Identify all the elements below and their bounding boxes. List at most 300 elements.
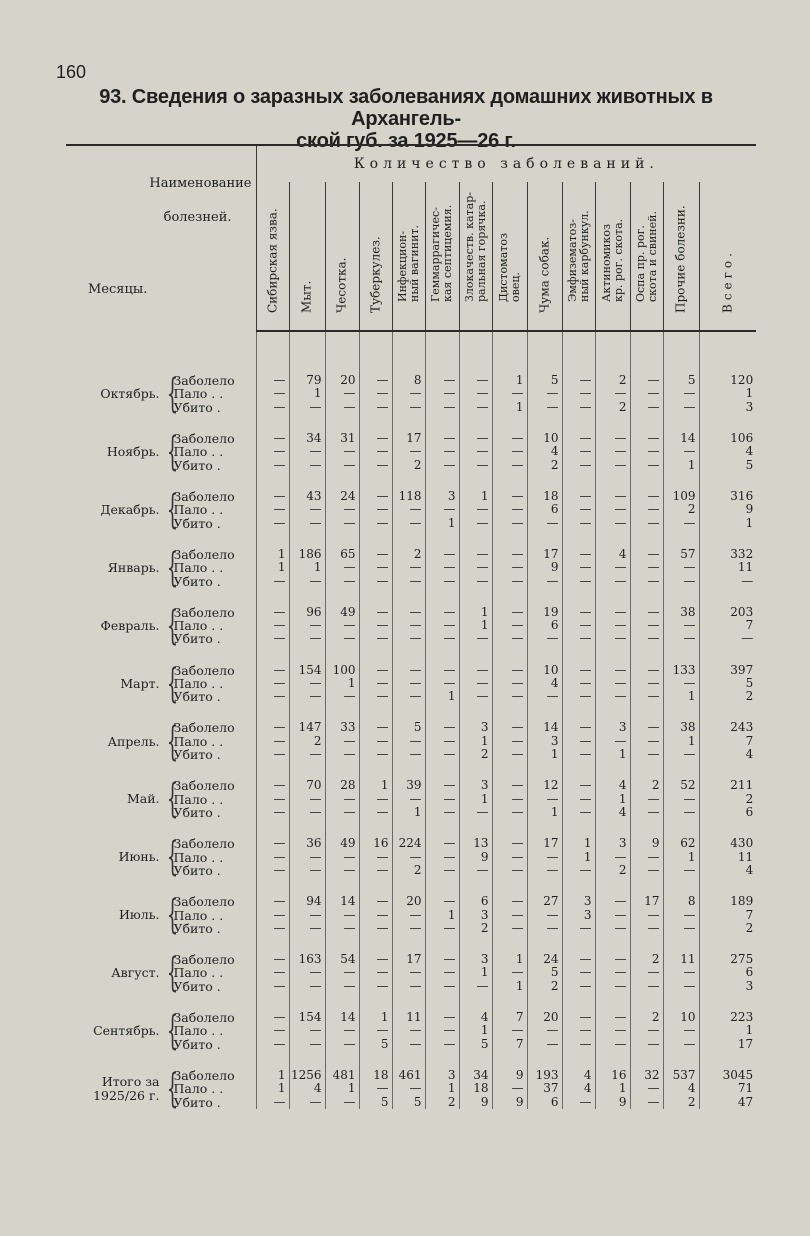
data-cell: — [595,490,630,503]
data-cell: 3 [595,837,630,850]
data-cell: — [359,632,392,645]
column-header [325,182,359,331]
column-header-line: Прочие болезни. [673,205,688,313]
gap-cell [459,646,492,664]
data-cell: — [256,966,289,979]
data-cell: — [256,575,289,588]
gap-cell [425,588,459,606]
table-row [66,374,756,387]
data-cell: 1 [459,606,492,619]
gap-cell [663,877,699,895]
data-cell: 2 [392,459,425,472]
data-cell: — [562,387,595,400]
data-cell: 3 [527,735,562,748]
gap-cell [289,472,325,490]
month-cell [66,950,256,997]
data-cell: — [289,851,325,864]
data-cell: — [459,517,492,530]
data-cell: — [562,677,595,690]
data-cell: — [459,503,492,516]
month-cell [66,660,256,707]
data-cell: — [527,922,562,935]
data-cell: — [562,690,595,703]
data-cell: — [595,1038,630,1051]
row-kind-label: Заболело [173,430,235,446]
data-cell: — [527,632,562,645]
row-kinds [174,548,256,588]
month-cell [66,602,256,649]
month-name [76,735,164,749]
data-cell: — [459,575,492,588]
month-name-line: Август. [111,965,160,981]
row-kind-label: Пало . . [173,965,224,981]
data-cell: 193 [527,1069,562,1082]
data-cell: 38 [663,721,699,734]
data-cell: — [492,748,527,761]
data-cell: 32 [630,1069,663,1082]
data-cell: — [663,864,699,877]
data-cell: 211 [699,779,756,792]
gap-cell [663,820,699,838]
data-cell: 7 [492,1038,527,1051]
data-cell: — [359,387,392,400]
month-name-line: Ноябрь. [106,444,160,459]
column-header-label [721,249,734,313]
data-cell: 1 [663,735,699,748]
data-cell: 481 [325,1069,359,1082]
data-cell: — [392,748,425,761]
data-cell: — [527,1038,562,1051]
data-cell: 4 [699,748,756,761]
data-cell: — [289,619,325,632]
gap-cell [562,588,595,606]
gap-cell [492,935,527,953]
data-cell: — [392,980,425,993]
gap-cell [527,1051,562,1069]
gap-cell [459,877,492,895]
gap-cell [256,993,289,1011]
gap-cell [527,414,562,432]
data-cell: — [492,837,527,850]
data-cell: 17 [527,837,562,850]
data-cell: — [392,632,425,645]
data-cell: — [289,909,325,922]
month-group [66,429,256,475]
month-name [76,619,164,633]
disease-table [66,144,756,1112]
data-cell: 5 [359,1096,392,1109]
column-header-line: ный карбункул. [577,210,591,302]
data-cell: — [256,1024,289,1037]
gap-cell [562,877,595,895]
data-cell: 2 [595,401,630,414]
data-cell: — [392,851,425,864]
month-cell [66,429,256,475]
data-cell: — [595,561,630,574]
month-name-line: Итого за [101,1073,160,1089]
gap-cell [289,935,325,953]
data-cell: 4 [562,1082,595,1095]
data-cell: 1 [595,1082,630,1095]
data-cell: 11 [699,851,756,864]
column-header-label [397,225,421,302]
data-cell: — [595,895,630,908]
data-cell: — [359,864,392,877]
column-header-line: ный вагинит. [407,224,421,302]
data-cell: — [289,459,325,472]
gap-cell [663,414,699,432]
table-body [66,331,756,1112]
row-kind-label: Заболело [173,1067,235,1083]
data-cell: — [630,864,663,877]
data-cell: 5 [699,459,756,472]
data-cell: — [459,806,492,819]
gap-cell [595,820,630,838]
month-group [66,776,256,823]
gap-cell [595,414,630,432]
data-cell: 3 [562,895,595,908]
row-kind-label: Заболело [173,1009,235,1025]
row-kind-label: Пало . . [173,733,224,749]
data-cell: 18 [359,1069,392,1082]
month-cell [66,544,256,591]
data-cell: 11 [663,953,699,966]
data-cell: — [630,387,663,400]
row-kind-label: Пало . . [173,386,224,402]
gap-cell [459,472,492,490]
table-title [56,86,756,152]
row-kind-label: Заболело [173,952,235,968]
data-cell: — [359,895,392,908]
data-cell: — [663,561,699,574]
gap-cell [492,588,527,606]
data-cell: 1 [527,806,562,819]
data-cell: 9 [459,851,492,864]
gap-cell [699,1051,756,1069]
brace-icon: { [166,544,178,591]
data-cell: 6 [527,619,562,632]
data-cell: — [359,851,392,864]
data-cell: — [256,909,289,922]
data-cell: — [359,721,392,734]
stub-header-line-1: Наименование [149,176,252,191]
data-cell: — [630,664,663,677]
data-cell: — [595,432,630,445]
data-cell: 4 [595,779,630,792]
data-cell: — [562,517,595,530]
gap-cell [663,472,699,490]
data-cell: — [492,548,527,561]
column-header-label [336,258,349,313]
gap-cell [325,1051,359,1069]
gap-cell [663,530,699,548]
row-kind-label: Пало . . [173,444,224,460]
data-cell: 9 [527,561,562,574]
data-cell: 1 [595,793,630,806]
data-cell: — [325,575,359,588]
data-cell: 17 [699,1038,756,1051]
data-cell: 1 [289,387,325,400]
data-cell: — [595,459,630,472]
gap-cell [562,935,595,953]
data-cell: 1 [699,1024,756,1037]
data-cell: — [562,953,595,966]
brace-icon: { [166,950,178,997]
data-cell: — [663,909,699,922]
data-cell: — [630,793,663,806]
gap-cell [562,472,595,490]
data-cell: 7 [492,1011,527,1024]
data-cell: — [359,445,392,458]
data-cell: — [562,721,595,734]
data-cell: — [630,548,663,561]
gap-cell [392,588,425,606]
table-row [66,432,756,445]
gap-cell [630,472,663,490]
data-cell: 70 [289,779,325,792]
data-cell: — [325,806,359,819]
row-kinds [174,721,256,761]
data-cell: — [256,503,289,516]
data-cell: 20 [527,1011,562,1024]
gap-cell [66,530,256,548]
data-cell: 163 [289,953,325,966]
gap-cell [562,414,595,432]
data-cell: — [325,851,359,864]
gap-cell [425,414,459,432]
data-cell: — [595,980,630,993]
data-cell: — [492,445,527,458]
data-cell: — [425,735,459,748]
data-cell: — [256,980,289,993]
data-cell: — [459,374,492,387]
data-cell: — [492,664,527,677]
data-cell: — [359,966,392,979]
data-cell: — [256,517,289,530]
data-cell: 5 [699,677,756,690]
data-cell: 1 [325,677,359,690]
brace-icon: { [166,1065,178,1112]
data-cell: 5 [359,1038,392,1051]
gap-cell [325,414,359,432]
gap-cell [562,646,595,664]
gap-cell [66,588,256,606]
data-cell: — [325,517,359,530]
data-cell: 2 [392,864,425,877]
data-cell: 203 [699,606,756,619]
gap-cell [663,646,699,664]
gap-cell [392,530,425,548]
gap-cell [392,472,425,490]
data-cell: — [492,632,527,645]
data-cell: — [492,966,527,979]
data-cell: — [425,606,459,619]
data-cell: — [630,374,663,387]
data-cell: — [562,793,595,806]
data-cell: — [325,966,359,979]
data-cell: — [359,619,392,632]
column-header-line: Чесотка. [334,257,349,313]
brace-icon: { [166,486,178,533]
data-cell: 17 [392,432,425,445]
data-cell: 1256 [289,1069,325,1082]
data-cell: — [425,748,459,761]
data-cell: 1 [699,517,756,530]
data-cell: 2 [527,980,562,993]
gap-cell [392,704,425,722]
gap-cell [325,530,359,548]
gap-cell [595,704,630,722]
data-cell: — [459,548,492,561]
column-header-label [301,281,314,313]
data-cell: — [527,517,562,530]
data-cell: — [325,980,359,993]
gap-cell [256,530,289,548]
gap-cell [663,588,699,606]
row-kind-label: Пало . . [173,1081,224,1097]
gap-cell [425,877,459,895]
data-cell: 13 [459,837,492,850]
data-cell: — [663,677,699,690]
data-cell: — [492,606,527,619]
gap-cell [663,993,699,1011]
data-cell: — [630,748,663,761]
data-cell: — [425,561,459,574]
data-cell: 1 [425,690,459,703]
data-cell: — [492,503,527,516]
month-name-line: Октябрь. [100,386,160,402]
stub-header-months: Месяцы. [88,282,148,297]
data-cell: — [492,387,527,400]
data-cell: 316 [699,490,756,503]
data-cell: — [663,401,699,414]
data-cell: — [256,632,289,645]
data-cell: — [630,401,663,414]
gap-cell [425,704,459,722]
gap-cell [492,820,527,838]
month-name-line: Июль. [118,907,160,923]
data-cell: — [630,980,663,993]
gap-cell [425,935,459,953]
month-group [66,950,256,997]
spacer-cell [663,331,699,374]
data-cell: — [527,864,562,877]
data-cell: 17 [527,548,562,561]
gap-cell [325,646,359,664]
data-cell: — [663,619,699,632]
data-cell: — [595,619,630,632]
data-cell: — [595,1011,630,1024]
data-cell: — [392,606,425,619]
data-cell: — [630,806,663,819]
data-cell: — [595,690,630,703]
data-cell: — [359,606,392,619]
data-cell: 5 [527,966,562,979]
data-cell: 24 [527,953,562,966]
gap-cell [359,646,392,664]
gap-cell [359,1051,392,1069]
gap-cell [562,820,595,838]
data-cell: 2 [663,1096,699,1109]
data-cell: — [325,401,359,414]
data-cell: 19 [527,606,562,619]
data-cell: — [630,561,663,574]
data-cell: — [595,503,630,516]
column-header-line: Оспа пр. рог. [633,225,647,302]
brace-icon: { [166,371,178,418]
data-cell: 147 [289,721,325,734]
data-cell: 1 [562,837,595,850]
spacer-cell [66,331,256,374]
data-cell: — [459,664,492,677]
data-cell: — [595,735,630,748]
gap-cell [562,993,595,1011]
gap-cell [459,530,492,548]
data-cell: — [392,664,425,677]
data-cell: — [562,606,595,619]
data-cell: 106 [699,432,756,445]
data-cell: 100 [325,664,359,677]
column-header-line: Сибирская язва. [265,208,279,313]
data-cell: — [325,445,359,458]
gap-cell [699,877,756,895]
column-header [630,182,663,331]
column-header-label [498,233,522,302]
data-cell: 1 [459,793,492,806]
month-cell [66,371,256,418]
data-cell: — [425,548,459,561]
data-cell: — [256,721,289,734]
data-cell: — [425,632,459,645]
data-cell: — [562,664,595,677]
data-cell: — [630,619,663,632]
gap-cell [527,935,562,953]
gap-cell [66,762,256,780]
data-cell: — [595,632,630,645]
data-cell: 6 [527,1096,562,1109]
data-cell: 4 [699,445,756,458]
data-cell: — [359,1024,392,1037]
gap-cell [325,762,359,780]
data-cell: — [562,806,595,819]
data-cell: — [289,793,325,806]
data-cell: — [392,677,425,690]
data-cell: — [630,575,663,588]
data-cell: 430 [699,837,756,850]
gap-cell [289,877,325,895]
data-cell: — [459,387,492,400]
data-cell: 3 [459,909,492,922]
column-header [663,182,699,331]
row-kind-label: Заболело [173,720,235,736]
gap-cell [359,877,392,895]
column-header-line: кая септицемия. [441,204,454,302]
gap-cell [256,762,289,780]
data-cell: — [562,980,595,993]
data-cell: — [492,793,527,806]
column-header-line: Чума собак. [537,236,551,313]
data-cell: — [562,1024,595,1037]
data-cell: — [359,561,392,574]
row-kind-label: Пало . . [173,675,224,691]
column-header-label [601,219,625,302]
month-group [66,892,256,939]
data-cell: — [527,575,562,588]
data-cell: 1 [699,387,756,400]
gap-cell [359,704,392,722]
gap-cell [630,1051,663,1069]
data-cell: — [359,459,392,472]
